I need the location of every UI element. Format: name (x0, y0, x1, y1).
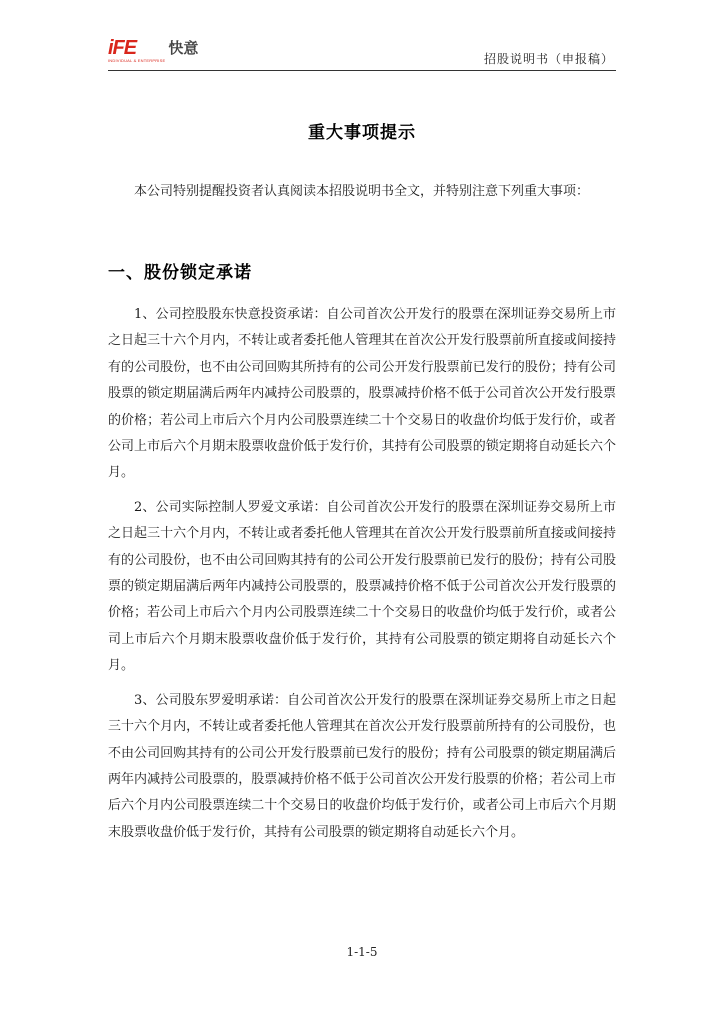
page-number: 1-1-5 (346, 945, 378, 959)
logo-mark (108, 38, 165, 63)
logo-brand-text: iFE (108, 37, 137, 59)
intro-paragraph: 本公司特别提醒投资者认真阅读本招股说明书全文，并特别注意下列重大事项： (134, 184, 590, 199)
logo-subtext: INDIVIDUAL & ENTERPRISE (108, 58, 166, 63)
commitment-paragraph-1: 1、公司控股股东快意投资承诺：自公司首次公开发行的股票在深圳证券交易所上市之日起三十六个月内，不转让或者委托他人管理其在首次公开发行股票前所直接或间接持有的公司股份，也不由公司回购其所持有的公司公开发行股票前已发行的股份；持有公司股票的锁定期届满后两年内减持公司股票的，股票减持价格不低于公司首次公开发行股票的价格；若公司上市后六个月内公司股票连续二十个交易日的收盘价均低于发行价，或者公司上市后六个月期末股票收盘价低于发行价，其持有公司股票的锁定期将自动延长六个月。 (108, 307, 616, 481)
document-type: 招股说明书（申报稿） (483, 52, 614, 66)
page-header (108, 38, 616, 71)
commitment-paragraph-3: 3、公司股东罗爱明承诺：自公司首次公开发行的股票在深圳证券交易所上市之日起三十六个月内，不转让或者委托他人管理其在首次公开发行股票前所持有的公司股份，也不由公司回购其持有的公司公开发行股票前已发行的股份；持有公司股票的锁定期届满后两年内减持公司股票的，股票减持价格不低于公司首次公开发行股票的价格；若公司上市后六个月内公司股票连续二十个交易日的收盘价均低于发行价，或者公司上市后六个月期末股票收盘价低于发行价，其持有公司股票的锁定期将自动延长六个月。 (108, 692, 616, 840)
commitment-list (108, 302, 616, 854)
logo-chinese-name: 快意 (168, 39, 199, 57)
page-title: 重大事项提示 (308, 123, 416, 143)
company-logo (108, 38, 198, 66)
commitment-paragraph-2: 2、公司实际控制人罗爱文承诺：自公司首次公开发行的股票在深圳证券交易所上市之日起三十六个月内，不转让或者委托他人管理其在首次公开发行股票前所直接或间接持有的公司股份，也不由公司回购其持有的公司公开发行股票前已发行的股份；持有公司股票的锁定期届满后两年内减持公司股票的，股票减持价格不低于公司首次公开发行股票的价格；若公司上市后六个月内公司股票连续二十个交易日的收盘价均低于发行价，或者公司上市后六个月期末股票收盘价低于发行价，其持有公司股票的锁定期将自动延长六个月。 (108, 499, 616, 674)
section-heading: 一、股份锁定承诺 (108, 263, 252, 283)
